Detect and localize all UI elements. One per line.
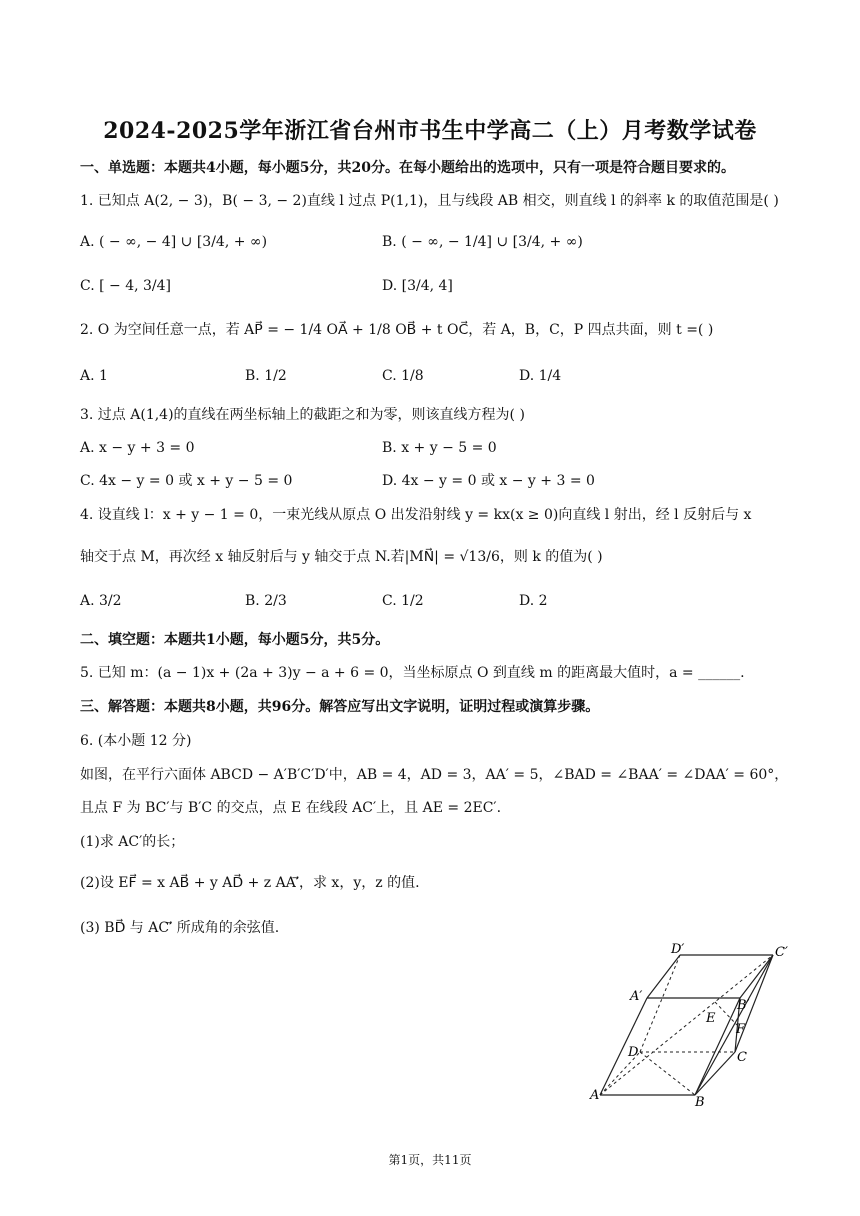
q3-option-d: D. 4x − y = 0 或 x − y + 3 = 0 [382, 473, 595, 489]
q2-option-a: A. 1 [80, 368, 108, 384]
q4-stem-line1: 4. 设直线 l：x + y − 1 = 0，一束光线从原点 O 出发沿射线 y = kx(x ≥ 0)向直线 l 射出，经 l 反射后与 x [80, 507, 752, 523]
q1-stem: 1. 已知点 A(2, − 3)，B( − 3, − 2)直线 l 过点 P(1,1)，且与线段 AB 相交，则直线 l 的斜率 k 的取值范围是( ) [80, 193, 779, 209]
q4-option-c: C. 1/2 [382, 593, 424, 609]
section-single-choice: 一、单选题：本题共4小题，每小题5分，共20分。在每小题给出的选项中，只有一项是符合题目要求的。 [80, 160, 735, 176]
vertex-label-a: A [590, 1088, 600, 1103]
q1-option-b: B. ( − ∞, − 1/4] ∪ [3/4, + ∞) [382, 234, 583, 250]
vertex-label-c: C [737, 1050, 747, 1065]
q1-option-c: C. [ − 4, 3/4] [80, 278, 172, 294]
q1-option-a: A. ( − ∞, − 4] ∪ [3/4, + ∞) [80, 234, 268, 250]
q6-line1: 如图，在平行六面体 ABCD − A′B′C′D′中，AB = 4，AD = 3，AA′ = 5，∠BAD = ∠BAA′ = ∠DAA′ = 60°， [80, 767, 789, 783]
q2-option-c: C. 1/8 [382, 368, 424, 384]
q3-stem: 3. 过点 A(1,4)的直线在两坐标轴上的截距之和为零，则该直线方程为( ) [80, 407, 525, 423]
vertex-label-b-prime: B′ [737, 998, 750, 1013]
page-footer: 第1页，共11页 [388, 1153, 472, 1167]
vertex-label-d: D [628, 1045, 639, 1060]
q2-option-b: B. 1/2 [245, 368, 287, 384]
parallelepiped-figure [585, 940, 800, 1110]
q6-part1: (1)求 AC′的长； [80, 834, 185, 850]
q3-option-c: C. 4x − y = 0 或 x + y − 5 = 0 [80, 473, 293, 489]
q4-option-d: D. 2 [519, 593, 548, 609]
q6-heading: 6. (本小题 12 分) [80, 733, 192, 749]
q2-stem: 2. O 为空间任意一点，若 AP⃗ = − 1/4 OA⃗ + 1/8 OB⃗ + t OC⃗，若 A，B，C，P 四点共面，则 t =( ) [80, 322, 714, 338]
vertex-label-c-prime: C′ [775, 945, 788, 960]
q4-stem-line2: 轴交于点 M，再次经 x 轴反射后与 y 轴交于点 N.若|MN⃗| = √13/6，则 k 的值为( ) [80, 549, 603, 565]
point-label-f: F [736, 1022, 746, 1037]
q3-option-b: B. x + y − 5 = 0 [382, 440, 497, 456]
vertex-label-b: B [695, 1095, 705, 1110]
section-solution: 三、解答题：本题共8小题，共96分。解答应写出文字说明，证明过程或演算步骤。 [80, 699, 600, 715]
vertex-label-a-prime: A′ [630, 989, 643, 1004]
q4-option-a: A. 3/2 [80, 593, 122, 609]
section-fill-blank: 二、填空题：本题共1小题，每小题5分，共5分。 [80, 632, 390, 648]
q4-option-b: B. 2/3 [245, 593, 287, 609]
q5-stem: 5. 已知 m：(a − 1)x + (2a + 3)y − a + 6 = 0，当坐标原点 O 到直线 m 的距离最大值时，a = ______. [80, 665, 745, 681]
q6-part3: (3) BD⃗ 与 AC′⃗ 所成角的余弦值. [80, 920, 280, 936]
page-title: 2024-2025学年浙江省台州市书生中学高二（上）月考数学试卷 [103, 118, 757, 144]
q1-option-d: D. [3/4, 4] [382, 278, 453, 294]
point-label-e: E [706, 1011, 716, 1026]
q6-part2: (2)设 EF⃗ = x AB⃗ + y AD⃗ + z AA′⃗，求 x，y，z 的值. [80, 875, 420, 891]
q3-option-a: A. x − y + 3 = 0 [80, 440, 195, 456]
q2-option-d: D. 1/4 [519, 368, 562, 384]
q6-line2: 且点 F 为 BC′与 B′C 的交点，点 E 在线段 AC′上，且 AE = 2EC′. [80, 800, 502, 816]
vertex-label-d-prime: D′ [671, 942, 685, 957]
